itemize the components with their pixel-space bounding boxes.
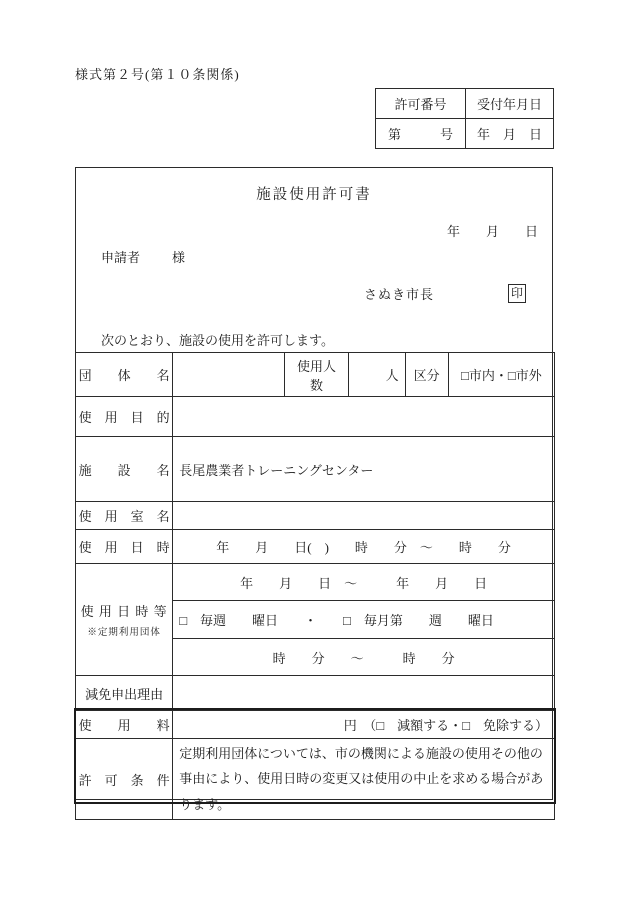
mayor-signature-line	[364, 284, 526, 303]
group-name-label: 団 体 名	[76, 353, 173, 397]
purpose-label: 使 用 目 的	[76, 397, 173, 437]
purpose-value	[173, 397, 555, 437]
room-value	[173, 502, 555, 530]
received-date-header-cell: 受付年月日	[466, 89, 554, 119]
schedule-weekday-value: □ 毎週 曜日 ・ □ 毎月第 週 曜日	[173, 601, 555, 639]
fee-row	[76, 711, 555, 739]
document-title: 施設使用許可書	[256, 187, 372, 203]
permit-number-value-row	[376, 119, 554, 149]
permit-no-header-cell: 許可番号	[376, 89, 466, 119]
conditions-value: 定期利用団体については、市の機関による施設の使用その他の事由により、使用日時の変更又は使用の中止を求める場合があります。	[173, 739, 555, 820]
form-number: 様式第２号(第１０条関係)	[75, 67, 240, 82]
conditions-label: 許 可 条 件	[76, 739, 173, 820]
schedule-time-value: 時 分 ～ 時 分	[173, 639, 555, 676]
applicant-honorific: 様	[172, 250, 186, 265]
permit-document-box	[75, 167, 553, 812]
use-datetime-label: 使 用 日 時	[76, 530, 173, 564]
schedule-label-cell	[76, 564, 173, 676]
permit-number-table	[375, 88, 554, 149]
permit-number-header-row	[376, 89, 554, 119]
permit-detail-table	[75, 352, 555, 820]
seal-mark: 印	[508, 284, 526, 303]
fee-label: 使 用 料	[76, 711, 173, 739]
exemption-row	[76, 676, 555, 711]
schedule-sublabel: ※定期利用団体	[87, 628, 161, 638]
group-name-value	[173, 353, 285, 397]
applicant-label: 申請者	[101, 250, 141, 265]
permit-no-value-cell: 第 号	[376, 119, 466, 149]
conditions-row	[76, 739, 555, 820]
intro-sentence: 次のとおり、施設の使用を許可します。	[101, 333, 334, 348]
facility-row	[76, 437, 555, 502]
use-datetime-value: 年 月 日( ) 時 分 ～ 時 分	[173, 530, 555, 564]
use-datetime-row	[76, 530, 555, 564]
user-count-unit: 人	[348, 353, 405, 397]
category-label: 区分	[405, 353, 448, 397]
applicant-line	[101, 247, 185, 266]
schedule-period-row	[76, 564, 555, 601]
facility-value: 長尾農業者トレーニングセンター	[173, 437, 555, 502]
mayor-name: さぬき市長	[364, 287, 435, 302]
exemption-value	[173, 676, 555, 711]
room-row	[76, 502, 555, 530]
issue-date-line: 年 月 日	[446, 224, 538, 239]
user-count-label: 使用人数	[285, 353, 348, 397]
exemption-label: 減免申出理由	[76, 676, 173, 711]
fee-value: 円 （□ 減額する・□ 免除する）	[173, 711, 555, 739]
schedule-period-value: 年 月 日 ～ 年 月 日	[173, 564, 555, 601]
group-name-row	[76, 353, 555, 397]
schedule-label: 使 用 日 時 等	[80, 604, 168, 619]
purpose-row	[76, 397, 555, 437]
category-checkboxes: □市内・□市外	[448, 353, 554, 397]
room-label: 使 用 室 名	[76, 502, 173, 530]
received-date-value-cell: 年 月 日	[466, 119, 554, 149]
facility-label: 施 設 名	[76, 437, 173, 502]
